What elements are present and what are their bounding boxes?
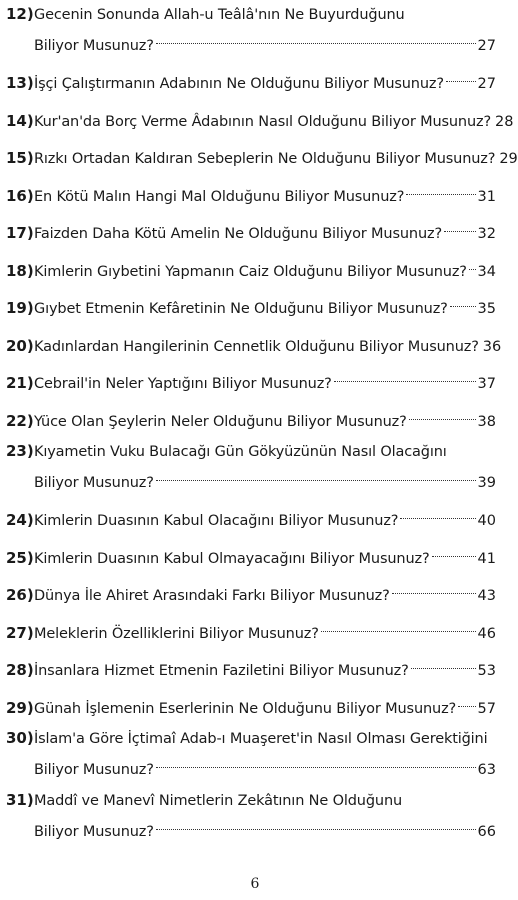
toc-entry[interactable] — [6, 501, 496, 529]
toc-entry[interactable] — [6, 2, 496, 54]
dot-leader — [458, 689, 475, 713]
toc-entry-title: Biliyor Musunuz? — [34, 762, 154, 778]
toc-entry-title: Günah İşlemenin Eserlerinin Ne Olduğunu Biliyor Musunuz? — [34, 700, 457, 717]
toc-entry-title: Gıybet Etmenin Kefâretinin Ne Olduğunu Biliyor Musunuz? — [34, 301, 448, 317]
toc-entry-title: İnsanlara Hizmet Etmenin Faziletini Biliyor Musunuz? — [34, 663, 409, 679]
dot-leader — [156, 26, 476, 50]
toc-entry[interactable] — [6, 102, 514, 130]
toc-entry-title: Biliyor Musunuz? — [34, 38, 154, 54]
toc-entry-page: 40 — [477, 513, 496, 529]
toc-entry-line — [6, 364, 496, 392]
toc-entry-page: 28 — [495, 113, 514, 130]
toc-entry-title: Gecenin Sonunda Allah-u Teâlâ'nın Ne Buyurduğunu — [34, 7, 405, 23]
toc-entry[interactable] — [6, 788, 496, 840]
toc-entry-number: 24) — [6, 511, 34, 529]
toc-entry-page: 29 — [499, 151, 518, 167]
toc-entry-line — [6, 214, 496, 242]
toc-entry[interactable] — [6, 327, 502, 355]
toc-entry-line — [6, 2, 496, 26]
toc-entry-page: 43 — [477, 588, 496, 604]
toc-entry-page: 35 — [477, 301, 496, 317]
toc-entry-page: 32 — [477, 226, 496, 242]
toc-entry-title: İşçi Çalıştırmanın Adabının Ne Olduğunu Biliyor Musunuz? — [34, 76, 444, 92]
dot-leader — [444, 214, 476, 238]
toc-entry-number: 17) — [6, 224, 34, 242]
toc-entry[interactable] — [6, 439, 496, 491]
toc-entry-number: 14) — [6, 111, 34, 130]
toc-entry-title: Kur'an'da Borç Verme Âdabının Nasıl Olduğunu Biliyor Musunuz? — [34, 113, 492, 130]
toc-entry-line — [6, 576, 496, 604]
toc-entry-title: Yüce Olan Şeylerin Neler Olduğunu Biliyor Musunuz? — [34, 413, 407, 430]
toc-entry-title: Kıyametin Vuku Bulacağı Gün Gökyüzünün Nasıl Olacağını — [34, 444, 447, 460]
toc-entry-title: Kimlerin Gıybetini Yapmanın Caiz Olduğunu Biliyor Musunuz? — [34, 263, 467, 280]
toc-entry-line — [6, 439, 496, 463]
dot-leader — [392, 576, 476, 600]
toc-entry-page: 41 — [477, 550, 496, 567]
toc-entry-title: Kimlerin Duasının Kabul Olacağını Biliyor Musunuz? — [34, 513, 399, 529]
toc-entry-page: 53 — [477, 663, 496, 679]
toc-entry-page: 36 — [482, 338, 502, 355]
toc-entry-page: 46 — [477, 625, 496, 642]
toc-entry-line — [6, 750, 496, 778]
toc-entry-line — [6, 402, 496, 430]
dot-leader — [400, 501, 475, 525]
toc-entry-line — [6, 289, 496, 317]
dot-leader — [409, 402, 476, 426]
dot-leader — [450, 289, 476, 313]
toc-entry[interactable] — [6, 289, 496, 317]
toc-entry[interactable] — [6, 364, 496, 392]
toc-entry-line — [6, 26, 496, 54]
dot-leader — [446, 64, 476, 88]
dot-leader — [334, 364, 476, 388]
toc-entry-page: 66 — [477, 824, 496, 840]
toc-entry-line — [6, 64, 496, 92]
toc-entry-page: 27 — [477, 38, 496, 54]
toc-entry[interactable] — [6, 539, 496, 567]
toc-entry[interactable] — [6, 651, 496, 679]
toc-entry-line — [6, 539, 496, 567]
toc-entry-title: Kimlerin Duasının Kabul Olmayacağını Biliyor Musunuz? — [34, 550, 430, 567]
toc-entry-title: Maddî ve Manevî Nimetlerin Zekâtının Ne Olduğunu — [34, 793, 403, 809]
toc-entry[interactable] — [6, 139, 518, 167]
toc-entry-line — [6, 177, 496, 205]
toc-entry-number: 28) — [6, 661, 34, 679]
dot-leader — [406, 177, 475, 201]
toc-entry-page: 37 — [477, 376, 496, 392]
toc-entry[interactable] — [6, 214, 496, 242]
toc-entry-line — [6, 463, 496, 491]
toc-entry-line — [6, 651, 496, 679]
toc-entry-page: 63 — [477, 762, 496, 778]
toc-entry-title: Biliyor Musunuz? — [34, 475, 154, 491]
toc-entry[interactable] — [6, 402, 496, 430]
toc-entry-number: 21) — [6, 374, 34, 392]
toc-entry-number: 13) — [6, 74, 34, 92]
toc-entry-line — [6, 812, 496, 840]
toc-entry-title: İslam'a Göre İçtimaî Adab-ı Muaşeret'in Nasıl Olması Gerektiğini — [34, 731, 488, 747]
dot-leader — [156, 463, 476, 487]
toc-entry-title: Cebrail'in Neler Yaptığını Biliyor Musunuz? — [34, 376, 332, 392]
toc-entry-number: 20) — [6, 336, 34, 355]
toc-entry-page: 31 — [477, 188, 496, 205]
toc-entry[interactable] — [6, 177, 496, 205]
toc-entry-line — [6, 788, 496, 812]
toc-entry-page: 38 — [477, 413, 496, 430]
toc-entry-number: 22) — [6, 411, 34, 430]
toc-entry-page: 57 — [477, 700, 496, 717]
toc-entry-number: 16) — [6, 186, 34, 205]
toc-entry-line — [6, 614, 496, 642]
toc-entry[interactable] — [6, 576, 496, 604]
toc-entry-title: Faizden Daha Kötü Amelin Ne Olduğunu Biliyor Musunuz? — [34, 226, 442, 242]
dot-leader — [432, 539, 476, 563]
toc-entry-page: 27 — [477, 76, 496, 92]
toc-entry-number: 18) — [6, 261, 34, 280]
toc-entry-number: 26) — [6, 586, 34, 604]
toc-entry[interactable] — [6, 614, 496, 642]
toc-entry-title: Rızkı Ortadan Kaldıran Sebeplerin Ne Olduğunu Biliyor Musunuz? — [34, 151, 496, 167]
toc-entry-number: 30) — [6, 729, 34, 747]
toc-entry-number: 29) — [6, 698, 34, 717]
dot-leader — [411, 651, 476, 675]
toc-entry-number: 25) — [6, 548, 34, 567]
toc-entry-title: Meleklerin Özelliklerini Biliyor Musunuz? — [34, 625, 319, 642]
toc-entry-line — [6, 689, 496, 717]
toc-entry-page: 39 — [477, 475, 496, 491]
toc-entry-number: 31) — [6, 791, 34, 809]
toc-entry-number: 12) — [6, 5, 34, 23]
toc-entry-page: 34 — [477, 263, 496, 280]
toc-entry-line — [6, 139, 518, 167]
dot-leader — [156, 812, 476, 836]
toc-entry[interactable] — [6, 726, 496, 778]
dot-leader — [156, 750, 476, 774]
toc-entry[interactable] — [6, 64, 496, 92]
toc-entry-number: 15) — [6, 149, 34, 167]
toc-entry-title: Dünya İle Ahiret Arasındaki Farkı Biliyor Musunuz? — [34, 588, 390, 604]
toc-entry-number: 19) — [6, 299, 34, 317]
toc-entry-line — [6, 327, 502, 355]
toc-entry-number: 23) — [6, 442, 34, 460]
dot-leader — [321, 614, 476, 638]
toc-entry-title: Biliyor Musunuz? — [34, 824, 154, 840]
toc-entry[interactable] — [6, 689, 496, 717]
toc-entry-line — [6, 102, 514, 130]
toc-entry-line — [6, 252, 496, 280]
page-number: 6 — [250, 876, 260, 892]
dot-leader — [469, 252, 476, 276]
toc-entry-title: En Kötü Malın Hangi Mal Olduğunu Biliyor Musunuz? — [34, 188, 405, 205]
toc-entry-title: Kadınlardan Hangilerinin Cennetlik Olduğunu Biliyor Musunuz? — [34, 338, 479, 355]
toc-entry-line — [6, 726, 496, 750]
toc-entry-number: 27) — [6, 623, 34, 642]
toc-entry[interactable] — [6, 252, 496, 280]
toc-entry-line — [6, 501, 496, 529]
